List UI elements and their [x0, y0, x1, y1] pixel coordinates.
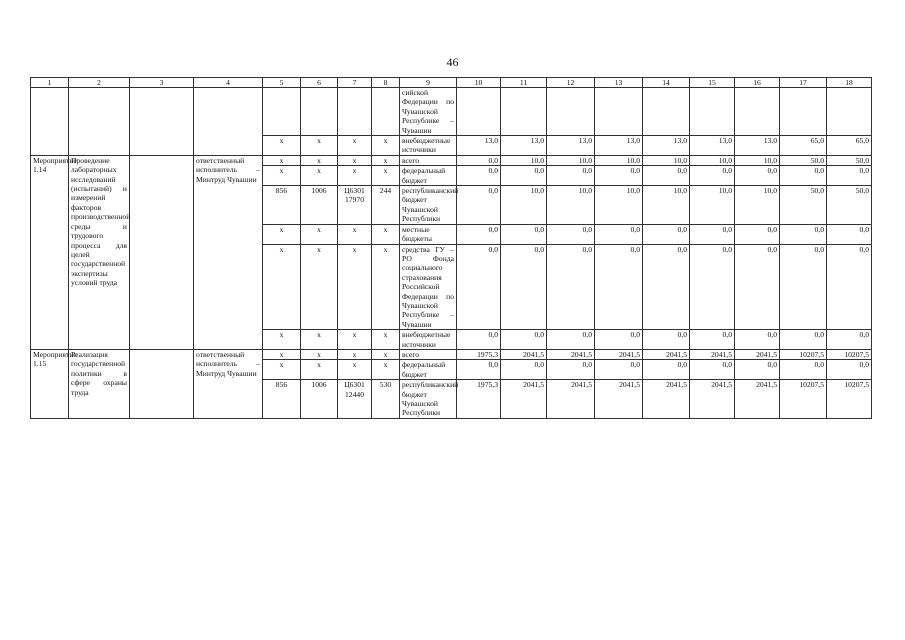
amount-cell: 10,0 [595, 155, 643, 165]
amount-cell: 10207,5 [827, 349, 872, 359]
target-article-code: Ц6301 12440 [338, 380, 372, 419]
amount-cell: 0,0 [643, 360, 690, 380]
executor: ответственный исполнитель – Минтруд Чувашии [194, 155, 263, 349]
amount-cell [780, 88, 827, 136]
col3-cell [130, 88, 194, 156]
executor: ответственный исполнитель – Минтруд Чувашии [194, 349, 263, 418]
expense-type-code: x [372, 330, 400, 350]
section-code: x [301, 330, 338, 350]
amount-cell: 0,0 [735, 360, 780, 380]
section-code: 1006 [301, 380, 338, 419]
amount-cell: 0,0 [827, 166, 872, 186]
amount-cell: 2041,5 [690, 380, 735, 419]
funding-source: республиканский бюджет Чувашской Республики [400, 380, 457, 419]
expense-type-code [372, 88, 400, 136]
grbs-code [263, 88, 301, 136]
event-id [31, 88, 69, 156]
amount-cell: 0,0 [457, 166, 501, 186]
amount-cell: 10,0 [643, 186, 690, 225]
column-number: 15 [690, 78, 735, 88]
column-number: 2 [69, 78, 130, 88]
amount-cell: 0,0 [780, 166, 827, 186]
amount-cell: 10207,5 [780, 349, 827, 359]
amount-cell: 0,0 [457, 186, 501, 225]
section-code: x [301, 136, 338, 156]
amount-cell: 0,0 [595, 330, 643, 350]
grbs-code: x [263, 360, 301, 380]
expense-type-code: x [372, 155, 400, 165]
expense-type-code: x [372, 360, 400, 380]
amount-cell: 0,0 [595, 244, 643, 330]
target-article-code: x [338, 136, 372, 156]
target-article-code: x [338, 244, 372, 330]
expense-type-code: x [372, 244, 400, 330]
amount-cell: 0,0 [501, 244, 547, 330]
amount-cell: 1975,3 [457, 349, 501, 359]
funding-source: местные бюджеты [400, 224, 457, 244]
amount-cell: 0,0 [501, 224, 547, 244]
event-name [69, 88, 130, 156]
section-code: x [301, 155, 338, 165]
grbs-code: x [263, 330, 301, 350]
column-number: 11 [501, 78, 547, 88]
amount-cell: 0,0 [643, 330, 690, 350]
amount-cell: 0,0 [595, 360, 643, 380]
column-number: 6 [301, 78, 338, 88]
column-number: 8 [372, 78, 400, 88]
column-number: 12 [547, 78, 595, 88]
amount-cell [735, 88, 780, 136]
amount-cell: 13,0 [457, 136, 501, 156]
amount-cell: 0,0 [690, 244, 735, 330]
amount-cell: 2041,5 [595, 349, 643, 359]
amount-cell: 2041,5 [547, 349, 595, 359]
amount-cell: 0,0 [501, 330, 547, 350]
amount-cell: 0,0 [547, 330, 595, 350]
column-number: 16 [735, 78, 780, 88]
expense-type-code: x [372, 224, 400, 244]
amount-cell: 13,0 [735, 136, 780, 156]
amount-cell: 65,0 [780, 136, 827, 156]
amount-cell: 0,0 [780, 244, 827, 330]
amount-cell: 0,0 [780, 330, 827, 350]
grbs-code: 856 [263, 380, 301, 419]
amount-cell [690, 88, 735, 136]
col3-cell [130, 155, 194, 349]
table-row [31, 349, 872, 359]
amount-cell: 0,0 [547, 166, 595, 186]
amount-cell: 2041,5 [735, 349, 780, 359]
amount-cell: 10,0 [501, 155, 547, 165]
funding-source: федеральный бюджет [400, 360, 457, 380]
amount-cell: 1975,3 [457, 380, 501, 419]
expense-type-code: x [372, 166, 400, 186]
table-row [31, 88, 872, 136]
event-name: Проведение лабораторных исследований (испытаний) и измерений факторов производственной среды и трудового процесса для целей государственной экспертизы условий труда [69, 155, 130, 349]
amount-cell: 0,0 [501, 166, 547, 186]
expense-type-code: 530 [372, 380, 400, 419]
section-code: x [301, 244, 338, 330]
target-article-code: x [338, 166, 372, 186]
funding-source: всего [400, 155, 457, 165]
amount-cell: 50,0 [827, 155, 872, 165]
amount-cell: 50,0 [827, 186, 872, 225]
amount-cell: 0,0 [595, 224, 643, 244]
amount-cell: 0,0 [690, 224, 735, 244]
amount-cell: 0,0 [735, 224, 780, 244]
event-id: Мероприятие 1.15 [31, 349, 69, 418]
amount-cell: 0,0 [457, 360, 501, 380]
target-article-code: x [338, 155, 372, 165]
amount-cell: 2041,5 [735, 380, 780, 419]
amount-cell: 10207,5 [827, 380, 872, 419]
amount-cell: 0,0 [780, 224, 827, 244]
amount-cell: 2041,5 [501, 349, 547, 359]
amount-cell: 2041,5 [690, 349, 735, 359]
amount-cell: 0,0 [735, 244, 780, 330]
funding-source: всего [400, 349, 457, 359]
amount-cell: 0,0 [780, 360, 827, 380]
executor [194, 88, 263, 156]
column-number: 3 [130, 78, 194, 88]
amount-cell: 0,0 [457, 330, 501, 350]
amount-cell: 0,0 [547, 244, 595, 330]
amount-cell: 0,0 [501, 360, 547, 380]
column-number: 10 [457, 78, 501, 88]
amount-cell: 2041,5 [643, 349, 690, 359]
table-row [31, 155, 872, 165]
column-number: 17 [780, 78, 827, 88]
amount-cell: 0,0 [643, 224, 690, 244]
amount-cell: 0,0 [643, 166, 690, 186]
amount-cell: 0,0 [690, 360, 735, 380]
amount-cell: 10,0 [643, 155, 690, 165]
amount-cell [457, 88, 501, 136]
amount-cell [501, 88, 547, 136]
amount-cell: 0,0 [547, 360, 595, 380]
target-article-code: x [338, 349, 372, 359]
amount-cell: 0,0 [547, 224, 595, 244]
target-article-code: x [338, 360, 372, 380]
grbs-code: x [263, 166, 301, 186]
funding-source: республиканский бюджет Чувашской Республики [400, 186, 457, 225]
section-code: x [301, 166, 338, 186]
column-number: 5 [263, 78, 301, 88]
amount-cell: 0,0 [457, 244, 501, 330]
amount-cell: 10,0 [547, 186, 595, 225]
section-code: x [301, 349, 338, 359]
budget-table [30, 77, 872, 419]
target-article-code [338, 88, 372, 136]
amount-cell: 0,0 [827, 224, 872, 244]
amount-cell: 10,0 [735, 155, 780, 165]
amount-cell: 0,0 [595, 166, 643, 186]
section-code [301, 88, 338, 136]
column-number: 14 [643, 78, 690, 88]
funding-source: сийской Федерации по Чувашской Республике – Чувашии [400, 88, 457, 136]
amount-cell: 0,0 [690, 330, 735, 350]
header-row [31, 78, 872, 88]
grbs-code: x [263, 224, 301, 244]
column-number: 7 [338, 78, 372, 88]
expense-type-code: x [372, 349, 400, 359]
funding-source: средства ГУ – РО Фонда социального страхования Российской Федерации по Чувашской Республике – Чувашии [400, 244, 457, 330]
amount-cell: 65,0 [827, 136, 872, 156]
event-id: Мероприятие 1.14 [31, 155, 69, 349]
section-code: x [301, 224, 338, 244]
amount-cell: 50,0 [780, 155, 827, 165]
amount-cell: 10,0 [690, 186, 735, 225]
grbs-code: x [263, 244, 301, 330]
column-number: 4 [194, 78, 263, 88]
amount-cell [547, 88, 595, 136]
amount-cell: 10,0 [547, 155, 595, 165]
amount-cell: 2041,5 [501, 380, 547, 419]
expense-type-code: x [372, 136, 400, 156]
amount-cell: 0,0 [735, 330, 780, 350]
amount-cell [595, 88, 643, 136]
amount-cell: 2041,5 [547, 380, 595, 419]
column-number: 18 [827, 78, 872, 88]
funding-source: внебюджетные источники [400, 330, 457, 350]
amount-cell: 0,0 [735, 166, 780, 186]
funding-source: внебюджетные источники [400, 136, 457, 156]
amount-cell: 13,0 [501, 136, 547, 156]
section-code: x [301, 360, 338, 380]
amount-cell [827, 88, 872, 136]
amount-cell: 0,0 [457, 155, 501, 165]
column-number: 13 [595, 78, 643, 88]
target-article-code: x [338, 330, 372, 350]
amount-cell: 10,0 [501, 186, 547, 225]
amount-cell: 10,0 [595, 186, 643, 225]
column-number: 1 [31, 78, 69, 88]
target-article-code: Ц6301 17970 [338, 186, 372, 225]
amount-cell: 13,0 [547, 136, 595, 156]
amount-cell: 0,0 [690, 166, 735, 186]
amount-cell: 0,0 [827, 244, 872, 330]
grbs-code: x [263, 349, 301, 359]
amount-cell: 10207,5 [780, 380, 827, 419]
amount-cell: 0,0 [827, 360, 872, 380]
section-code: 1006 [301, 186, 338, 225]
amount-cell: 2041,5 [643, 380, 690, 419]
amount-cell: 10,0 [735, 186, 780, 225]
amount-cell: 13,0 [690, 136, 735, 156]
amount-cell: 50,0 [780, 186, 827, 225]
amount-cell: 2041,5 [595, 380, 643, 419]
grbs-code: x [263, 136, 301, 156]
amount-cell [643, 88, 690, 136]
expense-type-code: 244 [372, 186, 400, 225]
column-number: 9 [400, 78, 457, 88]
grbs-code: 856 [263, 186, 301, 225]
col3-cell [130, 349, 194, 418]
amount-cell: 13,0 [595, 136, 643, 156]
amount-cell: 0,0 [457, 224, 501, 244]
amount-cell: 0,0 [643, 244, 690, 330]
funding-source: федеральный бюджет [400, 166, 457, 186]
event-name: Реализация государственной политики в сфере охраны труда [69, 349, 130, 418]
amount-cell: 10,0 [690, 155, 735, 165]
target-article-code: x [338, 224, 372, 244]
page-number: 46 [446, 55, 459, 69]
grbs-code: x [263, 155, 301, 165]
amount-cell: 0,0 [827, 330, 872, 350]
amount-cell: 13,0 [643, 136, 690, 156]
